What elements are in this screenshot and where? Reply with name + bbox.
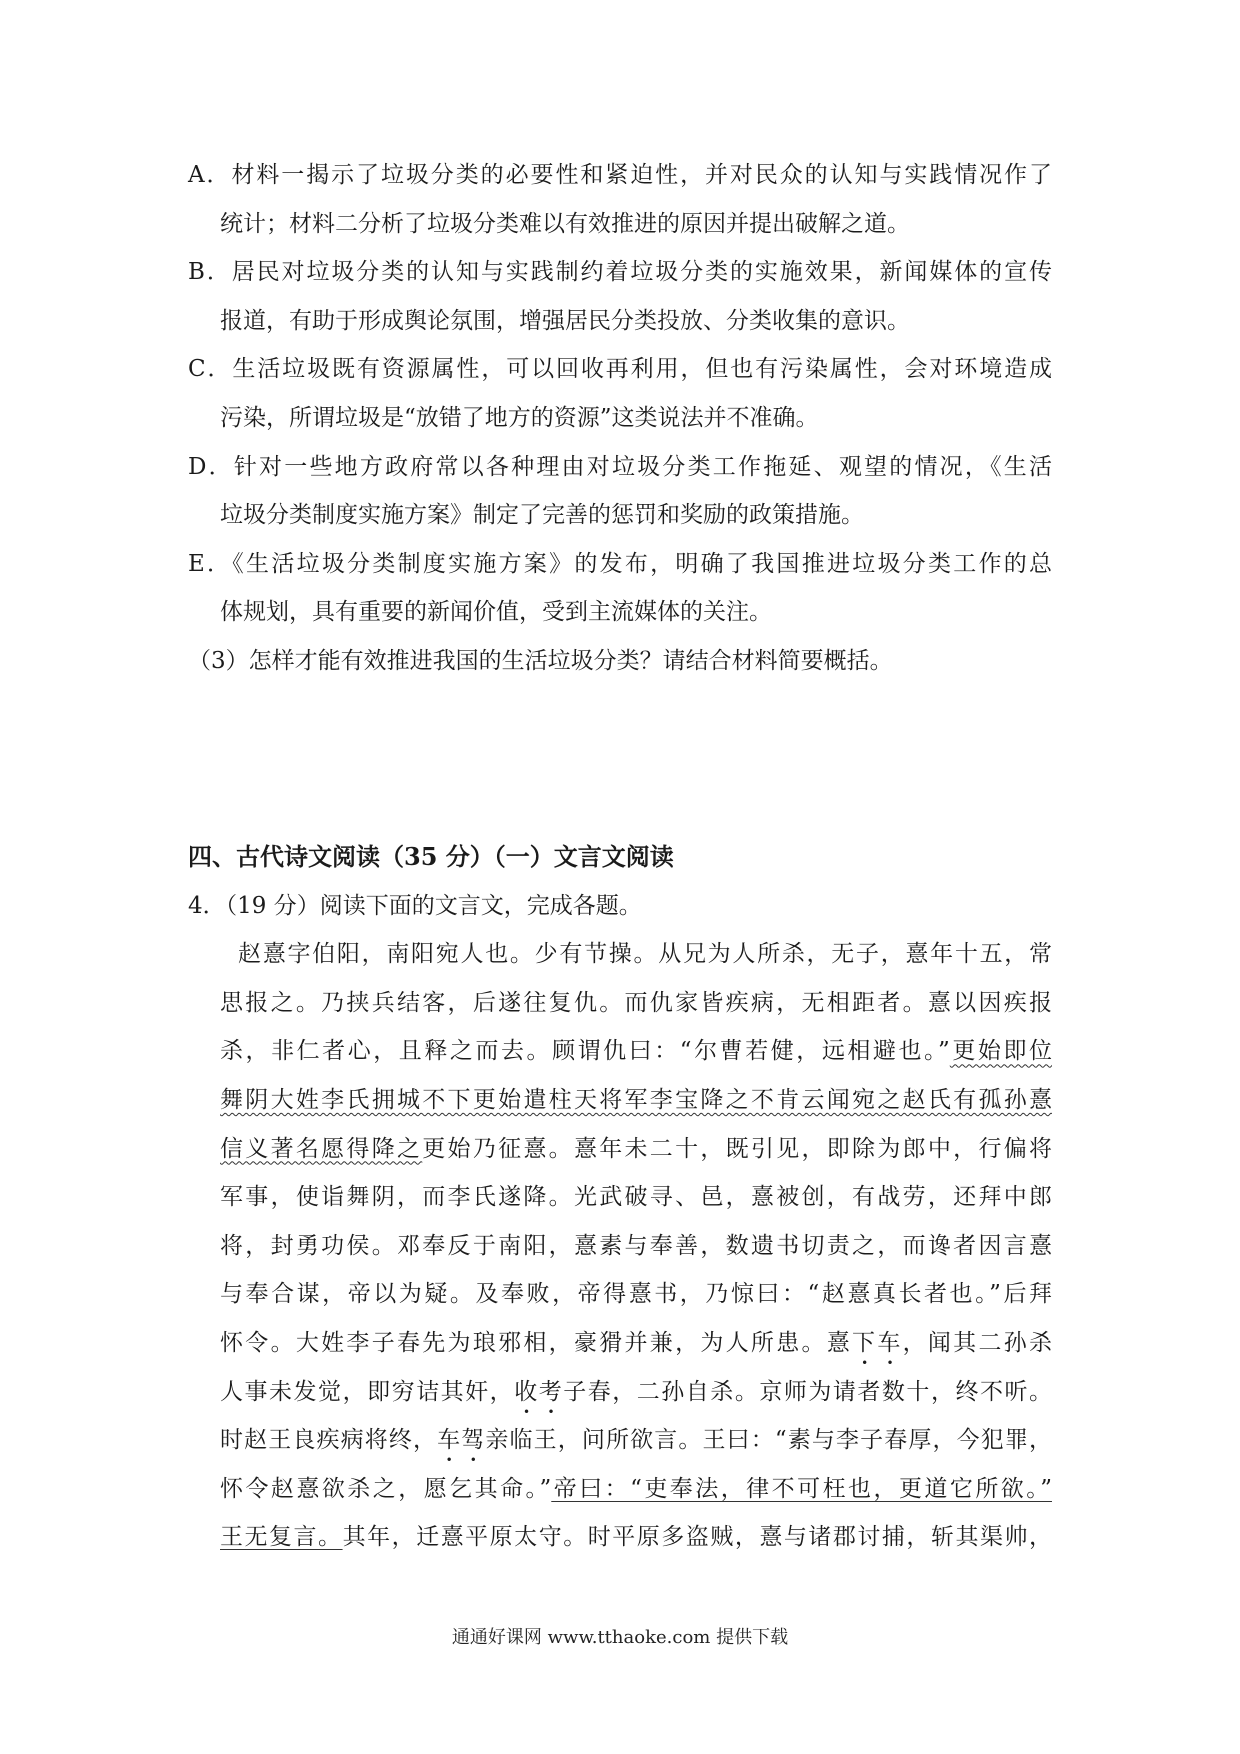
passage: [0, 930, 1240, 1562]
wavy-underlined-text: 信义著名愿得降之: [220, 1135, 423, 1162]
passage-line: [220, 1270, 1052, 1319]
emphasis-dotted-text: 收考: [514, 1378, 564, 1405]
passage-line: [220, 1416, 1052, 1465]
passage-text: 更始乃征憙。憙年未二十，既引见，即除为郎中，行偏将: [422, 1135, 1052, 1162]
option-c-line-1: C．生活垃圾既有资源属性，可以回收再利用，但也有污染属性，会对环境造成: [188, 356, 1052, 383]
option-a: [0, 151, 1240, 248]
passage-text: 赵憙字伯阳，南阳宛人也。少有节操。从兄为人所杀，无子，憙年十五，常: [238, 941, 1052, 968]
option-e-line-2: 体规划，具有重要的新闻价值，受到主流媒体的关注。: [220, 599, 772, 626]
question-3: （3）怎样才能有效推进我国的生活垃圾分类？请结合材料简要概括。: [188, 647, 893, 674]
passage-text: 人事未发觉，即穷诘其奸，: [220, 1378, 515, 1405]
option-d: [0, 443, 1240, 540]
passage-line: [220, 1368, 1052, 1417]
passage-text: 军事，使诣舞阴，而李氏遂降。光武破寻、邑，憙被创，有战劳，还拜中郎: [220, 1184, 1052, 1211]
passage-text: 将，封勇功侯。邓奉反于南阳，憙素与奉善，数遗书切责之，而谗者因言憙: [220, 1232, 1052, 1259]
passage-text: 其年，迁憙平原太守。时平原多盗贼，憙与诸郡讨捕，斩其渠帅，: [342, 1524, 1053, 1551]
emphasis-dotted-text: 车驾: [437, 1427, 486, 1454]
wavy-underlined-text: 更始即位: [949, 1038, 1052, 1065]
passage-text: 与奉合谋，帝以为疑。及奉败，帝得憙书，乃惊曰：“赵憙真长者也。”后拜: [220, 1281, 1052, 1308]
option-c-line-2: 污染，所谓垃圾是“放错了地方的资源”这类说法并不准确。: [220, 404, 819, 431]
passage-line: [220, 1222, 1052, 1271]
passage-line: [220, 1027, 1052, 1076]
option-d-line-1: D．针对一些地方政府常以各种理由对垃圾分类工作拖延、观望的情况，《生活: [188, 453, 1052, 480]
option-d-line-2: 垃圾分类制度实施方案》制定了完善的惩罚和奖励的政策措施。: [220, 502, 864, 529]
passage-line: [220, 979, 1052, 1028]
passage-text: 时赵王良疾病将终，: [220, 1427, 438, 1454]
passage-line: [220, 1173, 1052, 1222]
underlined-text: 王无复言。: [220, 1524, 343, 1551]
option-e: [0, 540, 1240, 637]
passage-text: 杀，非仁者心，且释之而去。顾谓仇曰：“尔曹若健，远相避也。”: [220, 1038, 950, 1065]
wavy-underlined-text: 舞阴大姓李氏拥城不下更始遣柱天将军李宝降之不肯云闻宛之赵氏有孤孙憙: [220, 1086, 1052, 1113]
section-heading: 四、古代诗文阅读（35 分）（一）文言文阅读: [188, 842, 674, 871]
option-b-line-1: B．居民对垃圾分类的认知与实践制约着垃圾分类的实施效果，新闻媒体的宣传: [188, 259, 1052, 286]
passage-text: 怀令赵憙欲杀之，愿乞其命。”: [220, 1475, 552, 1502]
question-4: 4．（19 分）阅读下面的文言文，完成各题。: [188, 892, 642, 919]
passage-line: [220, 1465, 1052, 1514]
classical-reading-section: [0, 833, 1240, 1562]
option-b-line-2: 报道，有助于形成舆论氛围，增强居民分类投放、分类收集的意识。: [220, 307, 910, 334]
option-c: [0, 345, 1240, 442]
option-b: [0, 248, 1240, 345]
passage-line: [238, 930, 1052, 979]
passage-text: 思报之。乃挟兵结客，后遂往复仇。而仇家皆疾病，无相距者。憙以因疾报: [220, 989, 1052, 1016]
passage-line: [220, 1319, 1052, 1368]
passage-text: 怀令。大姓李子春先为琅邪相，豪猾并兼，为人所患。憙: [220, 1329, 853, 1356]
underlined-text: 帝曰：“吏奉法，律不可枉也，更道它所欲。”: [551, 1475, 1052, 1502]
passage-text: ，闻其二孙杀: [902, 1329, 1052, 1356]
options-section: [0, 151, 1240, 686]
passage-line: [220, 1076, 1052, 1125]
passage-text: 子春，二孙自杀。京师为请者数十，终不听。: [563, 1378, 1053, 1405]
page-footer: 通通好课网 www.tthaoke.com 提供下载: [451, 1627, 789, 1648]
option-a-line-2: 统计；材料二分析了垃圾分类难以有效推进的原因并提出破解之道。: [220, 210, 910, 237]
passage-text: 亲临王，问所欲言。王曰：“素与李子春厚，今犯罪，: [485, 1427, 1052, 1454]
passage-line: [220, 1125, 1052, 1174]
option-a-line-1: A．材料一揭示了垃圾分类的必要性和紧迫性，并对民众的认知与实践情况作了: [188, 162, 1052, 188]
option-e-line-1: E．《生活垃圾分类制度实施方案》的发布，明确了我国推进垃圾分类工作的总: [188, 550, 1052, 577]
passage-line: [220, 1513, 1052, 1562]
emphasis-dotted-text: 下车: [852, 1329, 903, 1356]
